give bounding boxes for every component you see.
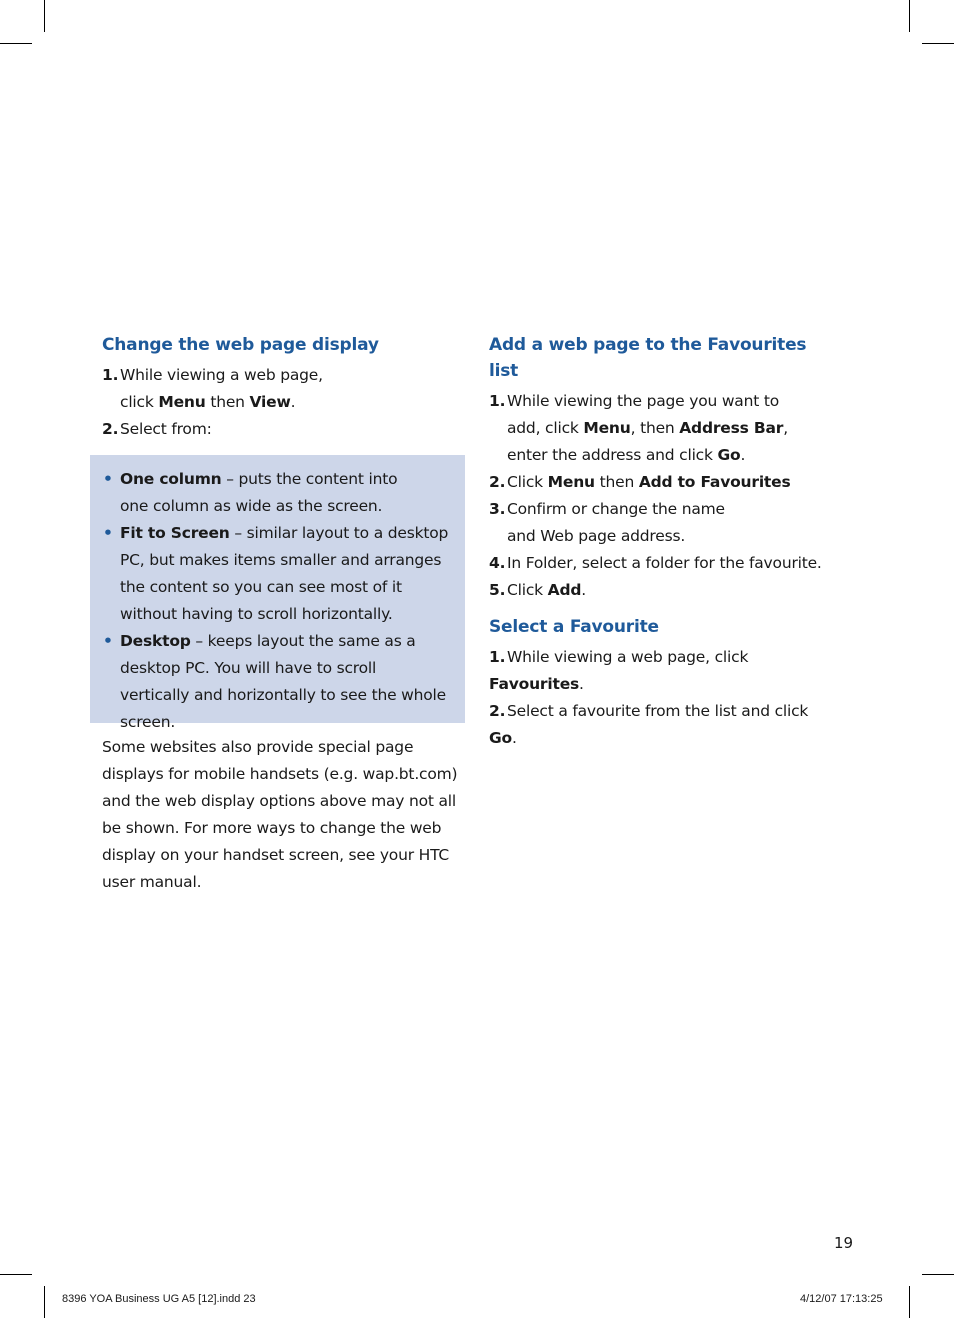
step-item: 1. While viewing the page you want to add, click Menu, then Address Bar, enter the address and click Go. — [489, 392, 788, 464]
crop-mark — [0, 43, 32, 44]
print-slug-file: 8396 YOA Business UG A5 [12].indd 23 — [62, 1293, 256, 1305]
bullet-icon: • — [103, 470, 113, 488]
list-item: • One column – puts the content into one column as wide as the screen. — [90, 466, 465, 520]
section-heading: Add a web page to the Favourites list — [489, 335, 807, 381]
step-item: 4. In Folder, select a folder for the favourite. — [489, 554, 822, 572]
step-item: 2. Select a favourite from the list and click Go. — [489, 702, 809, 747]
step-item: 3. Confirm or change the name and Web page address. — [489, 500, 725, 545]
right-column — [489, 332, 839, 752]
crop-mark — [909, 1286, 910, 1318]
crop-mark — [909, 0, 910, 32]
crop-mark — [922, 1274, 954, 1275]
section-heading: Change the web page display — [102, 335, 379, 355]
view-term: View — [249, 393, 291, 411]
info-paragraph: Some websites also provide special page displays for mobile handsets (e.g. wap.bt.com) and the web display options above may not all be shown. For more ways to change the web display on your handset screen, see your HTC user manual. — [102, 738, 458, 891]
crop-mark — [922, 43, 954, 44]
options-box — [90, 455, 465, 731]
options-list — [90, 455, 465, 736]
page-number: 19 — [834, 1234, 854, 1252]
step-item: 2. Click Menu then Add to Favourites — [489, 473, 791, 491]
menu-term: Menu — [158, 393, 206, 411]
left-column — [102, 332, 462, 443]
step-item: 2. Select from: — [102, 420, 212, 438]
crop-mark — [44, 1286, 45, 1318]
section-heading: Select a Favourite — [489, 617, 659, 637]
step-item: 1. While viewing a web page, click Favourites. — [489, 648, 749, 693]
crop-mark — [0, 1274, 32, 1275]
step-item: 5. Click Add. — [489, 581, 586, 599]
list-item: • Fit to Screen – similar layout to a desktop PC, but makes items smaller and arranges the content so you can see most of it without having to scroll horizontally. — [90, 520, 450, 628]
step-item: 1. While viewing a web page, click Menu then View. — [102, 366, 323, 411]
list-item: • Desktop – keeps layout the same as a desktop PC. You will have to scroll vertically and horizontally to see the whole screen. — [90, 628, 450, 736]
bullet-icon: • — [103, 632, 113, 650]
bullet-icon: • — [103, 524, 113, 542]
section-select-favourite — [489, 614, 839, 752]
crop-mark — [44, 0, 45, 32]
print-slug-date: 4/12/07 17:13:25 — [800, 1293, 883, 1305]
